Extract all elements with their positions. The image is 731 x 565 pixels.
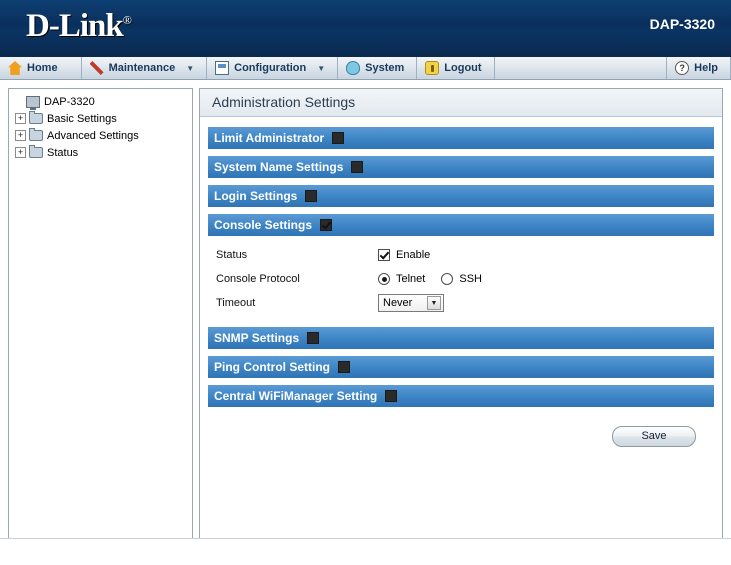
menu-item-home[interactable] bbox=[0, 57, 82, 79]
tree-item-basic-settings[interactable] bbox=[12, 110, 189, 127]
computer-icon bbox=[26, 96, 40, 108]
brand-text: D-Link bbox=[26, 8, 123, 44]
main-menubar bbox=[0, 57, 731, 80]
menu-item-maintenance-label: Maintenance bbox=[108, 62, 176, 74]
section-limit-administrator-label: Limit Administrator bbox=[214, 131, 325, 145]
console-timeout-field bbox=[378, 294, 444, 312]
console-timeout-row bbox=[208, 291, 714, 315]
section-system-name-settings-label: System Name Settings bbox=[214, 160, 344, 174]
section-login-settings[interactable] bbox=[208, 185, 714, 208]
console-status-checkbox[interactable] bbox=[378, 249, 390, 261]
console-protocol-radio-ssh[interactable] bbox=[441, 273, 453, 285]
wrench-icon bbox=[90, 61, 104, 75]
tree-root-label: DAP-3320 bbox=[44, 95, 95, 108]
save-area bbox=[208, 408, 714, 447]
section-login-settings-checkbox[interactable] bbox=[305, 190, 317, 202]
system-icon bbox=[346, 61, 360, 75]
expand-icon[interactable]: + bbox=[15, 113, 26, 124]
console-settings-form bbox=[208, 237, 714, 321]
menu-item-help-label: Help bbox=[694, 62, 718, 74]
menu-item-logout[interactable] bbox=[417, 57, 494, 79]
tree-item-status[interactable] bbox=[12, 144, 189, 161]
folder-icon bbox=[29, 113, 43, 124]
section-snmp-settings[interactable] bbox=[208, 327, 714, 350]
expand-icon[interactable]: + bbox=[15, 147, 26, 158]
home-icon bbox=[8, 61, 22, 75]
menu-item-configuration[interactable] bbox=[207, 57, 338, 79]
tree-item-advanced-settings-label: Advanced Settings bbox=[47, 129, 139, 142]
menubar-spacer bbox=[495, 57, 668, 79]
section-limit-administrator-checkbox[interactable] bbox=[332, 132, 344, 144]
menu-item-maintenance[interactable] bbox=[82, 57, 208, 79]
dlink-logo bbox=[26, 8, 131, 45]
chevron-down-icon[interactable]: ▼ bbox=[427, 296, 441, 310]
console-protocol-radio-ssh-label: SSH bbox=[459, 273, 482, 285]
device-model-label: DAP-3320 bbox=[649, 16, 715, 32]
brand-registered-mark: ® bbox=[122, 13, 131, 27]
section-snmp-settings-checkbox[interactable] bbox=[307, 332, 319, 344]
console-timeout-select[interactable] bbox=[378, 294, 444, 312]
console-timeout-selected-value: Never bbox=[383, 297, 413, 309]
section-console-settings-label: Console Settings bbox=[214, 218, 313, 232]
menu-item-home-label: Home bbox=[27, 62, 58, 74]
section-system-name-settings-checkbox[interactable] bbox=[351, 161, 363, 173]
tree-item-basic-settings-label: Basic Settings bbox=[47, 112, 117, 125]
console-protocol-field bbox=[378, 273, 492, 285]
console-status-field bbox=[378, 249, 440, 261]
section-snmp-settings-label: SNMP Settings bbox=[214, 331, 300, 345]
section-system-name-settings[interactable] bbox=[208, 156, 714, 179]
menu-item-system-label: System bbox=[365, 62, 405, 74]
tree-item-advanced-settings[interactable] bbox=[12, 127, 189, 144]
settings-sections bbox=[200, 117, 722, 447]
section-central-wifimanager-setting-label: Central WiFiManager Setting bbox=[214, 389, 378, 403]
section-ping-control-setting-checkbox[interactable] bbox=[338, 361, 350, 373]
expand-icon[interactable]: + bbox=[15, 130, 26, 141]
folder-icon bbox=[29, 130, 43, 141]
page-footer bbox=[0, 538, 731, 565]
section-ping-control-setting[interactable] bbox=[208, 356, 714, 379]
console-protocol-radio-telnet[interactable] bbox=[378, 273, 390, 285]
page-header bbox=[0, 0, 731, 57]
tree-root-expander bbox=[12, 96, 23, 107]
console-protocol-label: Console Protocol bbox=[216, 273, 300, 285]
save-button[interactable]: Save bbox=[612, 426, 696, 447]
page-body bbox=[0, 80, 731, 550]
menu-item-help[interactable] bbox=[667, 57, 731, 79]
section-limit-administrator[interactable] bbox=[208, 127, 714, 150]
section-central-wifimanager-setting[interactable] bbox=[208, 385, 714, 408]
menu-item-system[interactable] bbox=[338, 57, 417, 79]
section-console-settings-checkbox[interactable] bbox=[320, 219, 332, 231]
tree-root-node[interactable] bbox=[12, 93, 189, 110]
chevron-down-icon: ▼ bbox=[317, 63, 326, 73]
tree-item-status-label: Status bbox=[47, 146, 79, 159]
section-ping-control-setting-label: Ping Control Setting bbox=[214, 360, 330, 374]
section-login-settings-label: Login Settings bbox=[214, 189, 298, 203]
config-icon bbox=[215, 61, 229, 75]
navigation-tree bbox=[8, 88, 193, 550]
logout-icon bbox=[425, 61, 439, 75]
content-panel bbox=[199, 88, 723, 550]
console-status-checkbox-label: Enable bbox=[396, 249, 431, 261]
console-status-label: Status bbox=[216, 249, 248, 261]
section-central-wifimanager-setting-checkbox[interactable] bbox=[385, 390, 397, 402]
menu-item-configuration-label: Configuration bbox=[234, 62, 307, 74]
console-timeout-label: Timeout bbox=[216, 297, 256, 309]
menu-item-logout-label: Logout bbox=[444, 62, 482, 74]
console-status-row bbox=[208, 243, 714, 267]
folder-icon bbox=[29, 147, 43, 158]
chevron-down-icon: ▼ bbox=[186, 63, 195, 73]
help-icon: ? bbox=[675, 61, 689, 75]
console-protocol-row bbox=[208, 267, 714, 291]
page-title: Administration Settings bbox=[200, 89, 722, 117]
section-console-settings[interactable] bbox=[208, 214, 714, 237]
console-protocol-radio-telnet-label: Telnet bbox=[396, 273, 426, 285]
